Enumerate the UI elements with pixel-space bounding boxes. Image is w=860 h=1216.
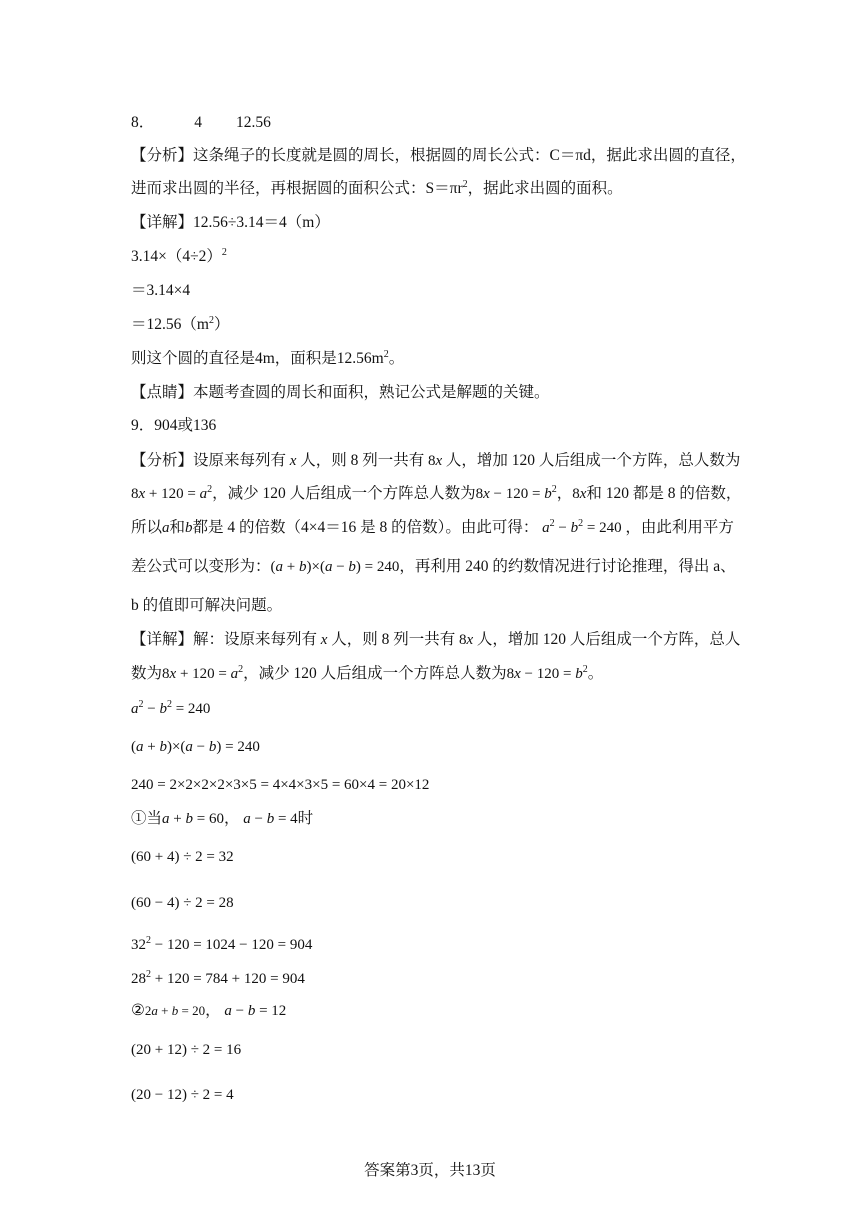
page-footer: 答案第3页，共13页 (364, 1162, 496, 1179)
q9-analysis-line-3: 所以a和b都是 4 的倍数（4×4＝16 是 8 的倍数）。由此可得： $a^2 - b^2 = 240$ ，由此利用平方 (131, 518, 734, 536)
q8-calc-1: $3.14\times(4\div 2)^2$ (131, 247, 227, 265)
q9-c1-l4: $28^2 + 120 = 784 + 120 = 904$ (131, 969, 305, 987)
q9-analysis-line-4: 差公式可以变形为：(a + b)×(a − b) = 240，再利用 240 的约数情况进行讨论推理，得出 a、 (131, 558, 736, 575)
q9-case-1-comma: ， (223, 810, 240, 827)
q9-analysis-line-2: $8x + 120 = a^2$，减少 120 人后组成一个方阵总人数为$8x - 120 = b^2$，8x和 120 都是 8 的倍数， (131, 484, 742, 502)
q9-eq-diff: $a^2 - b^2 = 240$ (131, 699, 211, 717)
q9-analysis-3b: 和 (169, 519, 186, 536)
q8-analysis-line-1 (131, 146, 746, 166)
q9-analysis-4a: 差公式可以变形为： (131, 558, 271, 575)
q8-conclusion: 则这个圆的直径是4m，面积是$12.56m^2$。 (131, 349, 405, 367)
q8-calc-1-text: 3.14×（4÷2） (131, 248, 222, 265)
q8-answer-2: 12.56 (236, 114, 271, 131)
q9-analysis-2a: ，减少 120 人后组成一个方阵总人数为 (212, 485, 476, 502)
q9-detail-1a: 【详解】解：设原来每列有 (131, 631, 318, 648)
q9-analysis-3c: 都是 4 的倍数（4×4＝16 是 8 的倍数）。由此可得： (192, 519, 539, 536)
q9-detail-line-1: 【详解】解：设原来每列有 x 人，则 8 列一共有 8x 人，增加 120 人后组成一个方阵，总人 (131, 631, 741, 648)
q9-case-1-end: 时 (297, 810, 314, 827)
q8-conclusion-end: 。 (388, 350, 405, 367)
q9-analysis-3a: 所以 (131, 519, 163, 536)
q8-answer-line (131, 113, 271, 133)
q9-case-1: ①当a + b = 60， a − b = 4时 (131, 810, 314, 827)
q8-analysis-line-2: 进而求出圆的半径，再根据圆的面积公式：$S=\pi r^2$，据此求出圆的面积。 (131, 179, 623, 197)
q9-analysis-3d: ，由此利用平方 (625, 519, 734, 536)
q8-calc-3-text: ＝12.56（m (131, 316, 209, 333)
q8-calc-2: ＝3.14×4 (131, 282, 191, 299)
q8-calc-3: $=12.56(m^2)$ (131, 315, 230, 333)
q9-c2-l2: (20 − 12) ÷ 2 = 4 (131, 1087, 234, 1103)
q8-analysis-text-2: 进而求出圆的半径，再根据圆的面积公式：S＝πr (131, 180, 463, 197)
q8-analysis-text-1: 【分析】这条绳子的长度就是圆的周长，根据圆的周长公式：C＝πd，据此求出圆的直径， (131, 147, 746, 164)
q9-detail-2c: 。 (587, 665, 604, 682)
q9-c2-l1: (20 + 12) ÷ 2 = 16 (131, 1042, 242, 1058)
q8-detail: 【详解】12.56÷3.14＝4（m） (131, 214, 330, 231)
q9-eq-240 (131, 775, 465, 795)
q9-analysis-1c: 人，增加 120 人后组成一个方阵，总人数为 (445, 452, 741, 469)
q9-eq-factor: (a + b)×(a − b) = 240 (131, 739, 260, 755)
q8-analysis-text-3: ，据此求出圆的面积。 (467, 180, 623, 197)
q9-title: 9．904或136 (131, 417, 217, 434)
q9-c1-l2: (60 − 4) ÷ 2 = 28 (131, 895, 234, 911)
q9-analysis-1b: 人，则 8 列一共有 (300, 452, 425, 469)
q9-detail-line-2: 数为$8x + 120 = a^2$，减少 120 人后组成一个方阵总人数为$8x - 120 = b^2$。 (131, 664, 604, 682)
q9-analysis-4b: ，再利用 240 的约数情况进行讨论推理，得出 a、 (399, 558, 736, 575)
q9-detail-2a: 数为 (131, 665, 163, 682)
q9-c1-l1: (60 + 4) ÷ 2 = 32 (131, 849, 234, 865)
q8-answer-1: 4 (194, 114, 203, 131)
q9-detail-2b: ，减少 120 人后组成一个方阵总人数为 (243, 665, 507, 682)
q9-case-1-label: ①当 (131, 810, 163, 827)
q9-eq-240-text: 240 = 2×2×2×2×3×5 = 4×4×3×5 = 60×4 = 20×12 (131, 777, 430, 793)
q9-analysis-line-1: 【分析】设原来每列有 x 人，则 8 列一共有 8x 人，增加 120 人后组成一个方阵，总人数为 (131, 452, 741, 469)
q9-analysis-2b: ， (556, 485, 573, 502)
q8-comment: 【点睛】本题考查圆的周长和面积，熟记公式是解题的关键。 (131, 384, 550, 401)
q9-analysis-line-5: b 的值即可解决问题。 (131, 597, 283, 614)
q9-analysis-1a: 【分析】设原来每列有 (131, 452, 287, 469)
q9-case-2-comma: ， (205, 1002, 221, 1019)
q8-calc-3-end: ） (213, 316, 230, 333)
q9-case-2-label: ② (131, 1002, 145, 1019)
q9-analysis-2c: 和 120 都是 8 的倍数， (586, 485, 742, 502)
q9-c1-l3: $32^2 - 120 = 1024 - 120 = 904$ (131, 935, 313, 953)
q9-detail-1c: 人，增加 120 人后组成一个方阵，总人 (476, 631, 741, 648)
q8-number: 8． (131, 114, 155, 131)
q9-detail-1b: 人，则 8 列一共有 (331, 631, 456, 648)
q9-case-2: ②2a + b = 20， a − b = 12 (131, 1002, 287, 1019)
q8-conclusion-text: 则这个圆的直径是4m，面积是12.56m (131, 350, 384, 367)
